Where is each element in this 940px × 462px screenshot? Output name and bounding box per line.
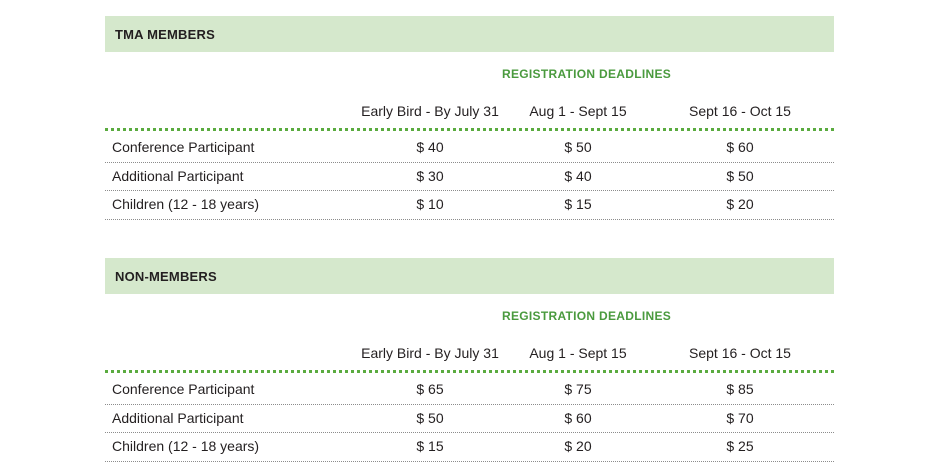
table-row	[105, 191, 834, 220]
price-cell: $ 30	[416, 167, 444, 184]
price-cell: $ 85	[726, 381, 754, 397]
column-headers	[105, 103, 834, 123]
price-cell: $ 15	[564, 196, 592, 212]
registration-deadlines-heading: REGISTRATION DEADLINES	[502, 67, 672, 81]
row-label: Conference Participant	[112, 381, 255, 397]
column-header-sept-oct: Sept 16 - Oct 15	[689, 345, 791, 361]
non-members-section	[105, 258, 834, 454]
row-label: Additional Participant	[112, 409, 244, 426]
price-cell: $ 10	[416, 196, 444, 212]
column-header-early-bird: Early Bird - By July 31	[361, 345, 499, 361]
price-table	[105, 376, 834, 462]
row-label: Children (12 - 18 years)	[112, 196, 260, 212]
section-banner: NON-MEMBERS	[105, 258, 834, 294]
green-dotted-divider	[105, 370, 834, 373]
column-header-aug-sept: Aug 1 - Sept 15	[529, 345, 627, 361]
column-header-early-bird: Early Bird - By July 31	[361, 103, 499, 119]
price-cell: $ 25	[726, 438, 754, 454]
price-cell: $ 70	[726, 409, 754, 426]
column-headers	[105, 345, 834, 365]
price-cell: $ 40	[564, 167, 592, 184]
registration-deadlines-heading: REGISTRATION DEADLINES	[502, 309, 672, 323]
price-cell: $ 20	[564, 438, 592, 454]
table-row	[105, 163, 834, 192]
price-cell: $ 65	[416, 381, 444, 397]
price-table	[105, 134, 834, 220]
column-header-sept-oct: Sept 16 - Oct 15	[689, 103, 791, 119]
price-cell: $ 15	[416, 438, 444, 454]
price-cell: $ 50	[726, 167, 754, 184]
column-header-aug-sept: Aug 1 - Sept 15	[529, 103, 627, 119]
price-cell: $ 60	[726, 139, 754, 155]
row-label: Additional Participant	[112, 167, 244, 184]
row-label: Children (12 - 18 years)	[112, 438, 260, 454]
price-cell: $ 40	[416, 139, 444, 155]
section-banner: TMA MEMBERS	[105, 16, 834, 52]
table-row	[105, 134, 834, 163]
price-cell: $ 60	[564, 409, 592, 426]
table-row	[105, 376, 834, 405]
green-dotted-divider	[105, 128, 834, 131]
tma-members-section	[105, 16, 834, 212]
table-row	[105, 433, 834, 462]
price-cell: $ 50	[416, 409, 444, 426]
price-cell: $ 50	[564, 139, 592, 155]
price-cell: $ 20	[726, 196, 754, 212]
price-cell: $ 75	[564, 381, 592, 397]
table-row	[105, 405, 834, 434]
row-label: Conference Participant	[112, 139, 255, 155]
